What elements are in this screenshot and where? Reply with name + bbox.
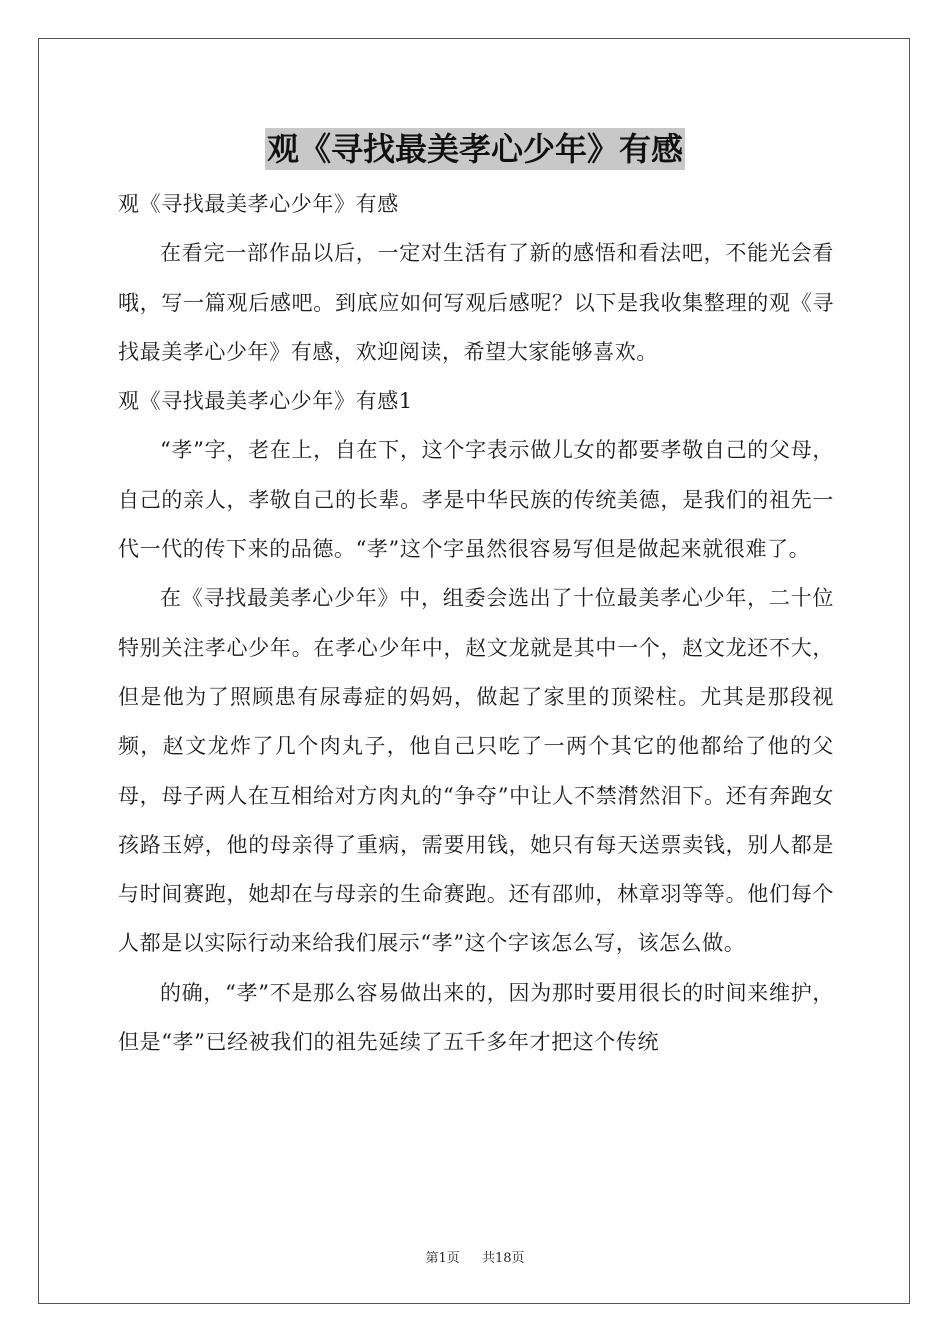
body-paragraph: 在看完一部作品以后，一定对生活有了新的感悟和看法吧，不能光会看哦，写一篇观后感吧。到底应如何写观后感呢？以下是我收集整理的观《寻找最美孝心少年》有感，欢迎阅读，希望大家能够喜欢。 xyxy=(118,241,834,364)
section-heading: 观《寻找最美孝心少年》有感1 xyxy=(118,389,413,414)
title-container xyxy=(0,128,950,170)
document-body xyxy=(118,180,834,1067)
page-number: 第1页 xyxy=(425,1251,460,1266)
body-paragraph: 在《寻找最美孝心少年》中，组委会选出了十位最美孝心少年，二十位特别关注孝心少年。在孝心少年中，赵文龙就是其中一个，赵文龙还不大，但是他为了照顾患有尿毒症的妈妈，做起了家里的顶梁柱。尤其是那段视频，赵文龙炸了几个肉丸子，他自己只吃了一两个其它的他都给了他的父母，母子两人在互相给对方肉丸的“争夺”中让人不禁潸然泪下。还有奔跑女孩路玉婷，他的母亲得了重病，需要用钱，她只有每天送票卖钱，别人都是与时间赛跑，她却在与母亲的生命赛跑。还有邵帅，林章羽等等。他们每个人都是以实际行动来给我们展示“孝”这个字该怎么写，该怎么做。 xyxy=(118,586,834,956)
page-footer xyxy=(0,1247,950,1266)
section-heading: 观《寻找最美孝心少年》有感 xyxy=(118,192,399,216)
page-total: 共18页 xyxy=(481,1251,525,1266)
document-title: 观《寻找最美孝心少年》有感 xyxy=(266,130,683,168)
body-paragraph: “孝”字，老在上，自在下，这个字表示做儿女的都要孝敬自己的父母，自己的亲人，孝敬自己的长辈。孝是中华民族的传统美德，是我们的祖先一代一代的传下来的品德。“孝”这个字虽然很容易写但是做起来就很难了。 xyxy=(118,438,834,562)
body-paragraph: 的确，“孝”不是那么容易做出来的，因为那时要用很长的时间来维护，但是“孝”已经被我们的祖先延续了五千多年才把这个传统 xyxy=(118,980,834,1055)
